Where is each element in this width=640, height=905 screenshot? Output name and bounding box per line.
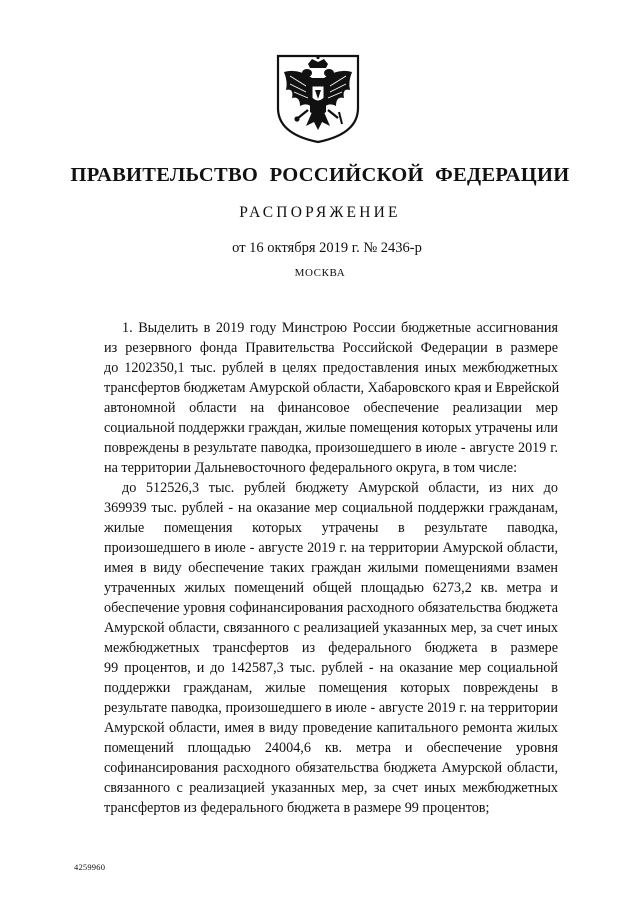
body-line: из резервного фонда Правительства Российской Федерации в размере [104, 340, 558, 356]
body-line: имея в виду обеспечение таких граждан жилыми помещениями взамен [104, 560, 558, 576]
body-line: результате паводка, произошедшего в июле - августе 2019 г. на территории [104, 700, 558, 716]
body-line: 99 процентов, и до 142587,3 тыс. рублей - на оказание мер социальной [104, 660, 558, 676]
body-line: поддержки гражданам, жилые помещения которых повреждены в [104, 680, 558, 696]
body-line: трансфертов бюджетам Амурской области, Хабаровского края и Еврейской [104, 380, 560, 396]
body-line: 1. Выделить в 2019 году Минстрою России бюджетные ассигнования [122, 320, 558, 336]
body-line: социальной поддержки граждан, жилые помещения которых утрачены или [104, 420, 558, 436]
body-line: софинансирования расходного обязательства бюджета Амурской области, [104, 760, 558, 776]
body-line: Амурской области, имея в виду проведение капитального ремонта жилых [104, 720, 558, 736]
document-type: РАСПОРЯЖЕНИЕ [239, 204, 401, 221]
body-line: до 1202350,1 тыс. рублей в целях предоставления иных межбюджетных [104, 360, 558, 376]
body-line: повреждены в результате паводка, произошедшего в июле - августе 2019 г. [104, 440, 558, 456]
government-title: ПРАВИТЕЛЬСТВО РОССИЙСКОЙ ФЕДЕРАЦИИ [70, 164, 570, 186]
body-line: трансфертов из федерального бюджета в размере 99 процентов; [104, 800, 490, 816]
body-line: жилые помещения которых утрачены в результате паводка, [104, 520, 558, 536]
document-city: МОСКВА [294, 267, 346, 279]
body-line: межбюджетных трансфертов из федерального бюджета в размере [104, 640, 558, 656]
body-line: связанного с реализацией указанных мер, за счет иных межбюджетных [104, 780, 558, 796]
body-line: до 512526,3 тыс. рублей бюджету Амурской области, из них до [122, 480, 558, 496]
body-line: Амурской области, связанного с реализацией указанных мер, за счет иных [104, 620, 558, 636]
document-code: 4259960 [74, 862, 106, 872]
body-line: помещений площадью 24004,6 кв. метра и обеспечение уровня [104, 740, 558, 756]
body-line: произошедшего в июле - августе 2019 г. на территории Амурской области, [104, 540, 558, 556]
body-line: на территории Дальневосточного федерального округа, в том числе: [104, 460, 518, 476]
document-date-number: от 16 октября 2019 г. № 2436-р [232, 240, 422, 256]
coat-of-arms-icon [272, 52, 364, 144]
body-line: обеспечение уровня софинансирования расходного обязательства бюджета [104, 600, 558, 616]
body-line: автономной области на финансовое обеспечение реализации мер [104, 400, 558, 416]
body-line: утраченных жилых помещений общей площадью 6273,2 кв. метра и [104, 580, 558, 596]
body-line: 369939 тыс. рублей - на оказание мер социальной поддержки гражданам, [104, 500, 558, 516]
